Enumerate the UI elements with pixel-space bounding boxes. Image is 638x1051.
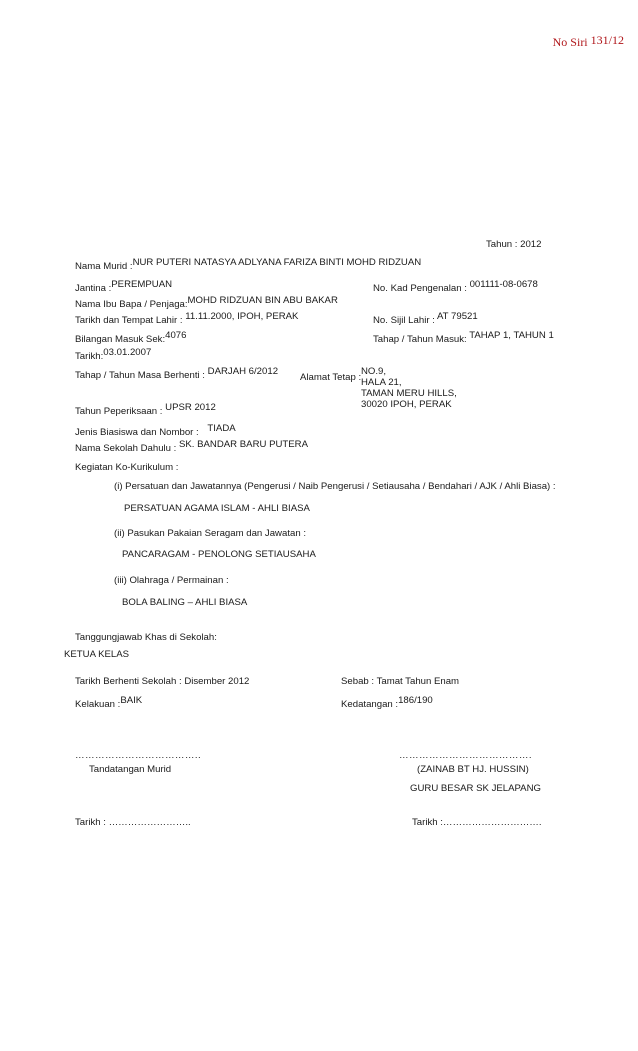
conduct-row: [75, 695, 143, 711]
admission-no-value: 4076: [165, 330, 187, 341]
serial-number: [552, 33, 624, 49]
conduct-label: Kelakuan :: [75, 699, 121, 710]
previous-school-label: Nama Sekolah Dahulu :: [75, 443, 177, 454]
previous-school-row: [75, 439, 309, 455]
exam-value: UPSR 2012: [165, 402, 216, 413]
date-label: Tarikh:: [75, 351, 104, 362]
serial-label: No Siri: [552, 35, 591, 49]
headmaster-signature-line: ………………………………….: [399, 750, 532, 761]
date-row: [75, 347, 152, 363]
headmaster-title: GURU BESAR SK JELAPANG: [410, 783, 541, 794]
exit-level-value: DARJAH 6/2012: [207, 366, 279, 377]
address-line: NO.9,: [361, 366, 387, 377]
ic-label: No. Kad Pengenalan :: [373, 283, 467, 294]
gender-row: [75, 279, 173, 295]
scholarship-label: Jenis Biasiswa dan Nombor :: [75, 427, 199, 438]
cocurricular-item-2-value: PANCARAGAM - PENOLONG SETIAUSAHA: [122, 549, 316, 560]
cocurricular-item-3-label: (iii) Olahraga / Permainan :: [114, 575, 229, 586]
student-signature-line: ………………………………..: [75, 750, 202, 761]
student-date-line: Tarikh : ……………………..: [75, 817, 191, 828]
ic-row: [373, 279, 538, 295]
birth-value: 11.11.2000, IPOH, PERAK: [185, 311, 299, 322]
cocurricular-item-1-value: PERSATUAN AGAMA ISLAM - AHLI BIASA: [124, 503, 310, 514]
admission-no-label: Bilangan Masuk Sek:: [75, 334, 166, 345]
leaving-reason: Sebab : Tamat Tahun Enam: [341, 676, 460, 687]
date-value: 03.01.2007: [103, 347, 152, 358]
scholarship-row: [75, 423, 236, 439]
exit-level-label: Tahap / Tahun Masa Berhenti :: [75, 370, 205, 381]
birth-row: [75, 311, 299, 327]
address-block: [361, 366, 457, 410]
year-line: Tahun : 2012: [486, 239, 542, 250]
entry-level-value: TAHAP 1, TAHUN 1: [469, 330, 554, 341]
gender-value: PEREMPUAN: [111, 279, 173, 290]
serial-value: 131/12: [590, 33, 624, 47]
admission-no-row: [75, 330, 187, 346]
scholarship-value: TIADA: [207, 423, 236, 434]
parent-name-value: MOHD RIDZUAN BIN ABU BAKAR: [187, 295, 338, 306]
student-name-value: NUR PUTERI NATASYA ADLYANA FARIZA BINTI MOHD RIDZUAN: [132, 257, 422, 268]
cocurricular-item-2-label: (ii) Pasukan Pakaian Seragam dan Jawatan :: [114, 528, 306, 539]
address-label: Alamat Tetap :: [300, 372, 362, 383]
student-name-row: [75, 257, 422, 273]
headmaster-date-line: Tarikh :………………………….: [412, 817, 542, 828]
gender-label: Jantina :: [75, 283, 112, 294]
leaving-date: Tarikh Berhenti Sekolah : Disember 2012: [75, 676, 250, 687]
headmaster-name: (ZAINAB BT HJ. HUSSIN): [417, 764, 529, 775]
cocurricular-heading: Kegiatan Ko-Kurikulum :: [75, 462, 179, 473]
birth-cert-value: AT 79521: [437, 311, 478, 322]
ic-value: 001111-08-0678: [469, 279, 538, 290]
student-name-label: Nama Murid :: [75, 261, 133, 272]
cocurricular-item-1-label: (i) Persatuan dan Jawatannya (Pengerusi / Naib Pengerusi / Setiausaha / Bendahari / AJK / Ahli Biasa) :: [114, 481, 556, 492]
birth-label: Tarikh dan Tempat Lahir :: [75, 315, 183, 326]
birth-cert-row: [373, 311, 478, 327]
attendance-value: 186/190: [398, 695, 433, 706]
parent-name-label: Nama Ibu Bapa / Penjaga:: [75, 299, 188, 310]
birth-cert-label: No. Sijil Lahir :: [373, 315, 435, 326]
cocurricular-item-3-value: BOLA BALING – AHLI BIASA: [122, 597, 248, 608]
conduct-value: BAIK: [120, 695, 143, 706]
address-line: HALA 21,: [361, 377, 402, 388]
address-line: TAMAN MERU HILLS,: [361, 388, 457, 399]
student-signature-caption: Tandatangan Murid: [89, 764, 172, 775]
entry-level-label: Tahap / Tahun Masuk:: [373, 334, 467, 345]
special-duty-label: Tanggungjawab Khas di Sekolah:: [75, 632, 217, 643]
address-line: 30020 IPOH, PERAK: [361, 399, 452, 410]
exam-label: Tahun Peperiksaan :: [75, 406, 163, 417]
previous-school-value: SK. BANDAR BARU PUTERA: [179, 439, 309, 450]
exit-level-row: [75, 366, 279, 382]
entry-level-row: [373, 330, 554, 346]
exam-row: [75, 402, 216, 418]
attendance-label: Kedatangan :: [341, 699, 399, 710]
parent-name-row: [75, 295, 338, 311]
special-duty-value: KETUA KELAS: [64, 649, 130, 660]
attendance-row: [341, 695, 433, 711]
